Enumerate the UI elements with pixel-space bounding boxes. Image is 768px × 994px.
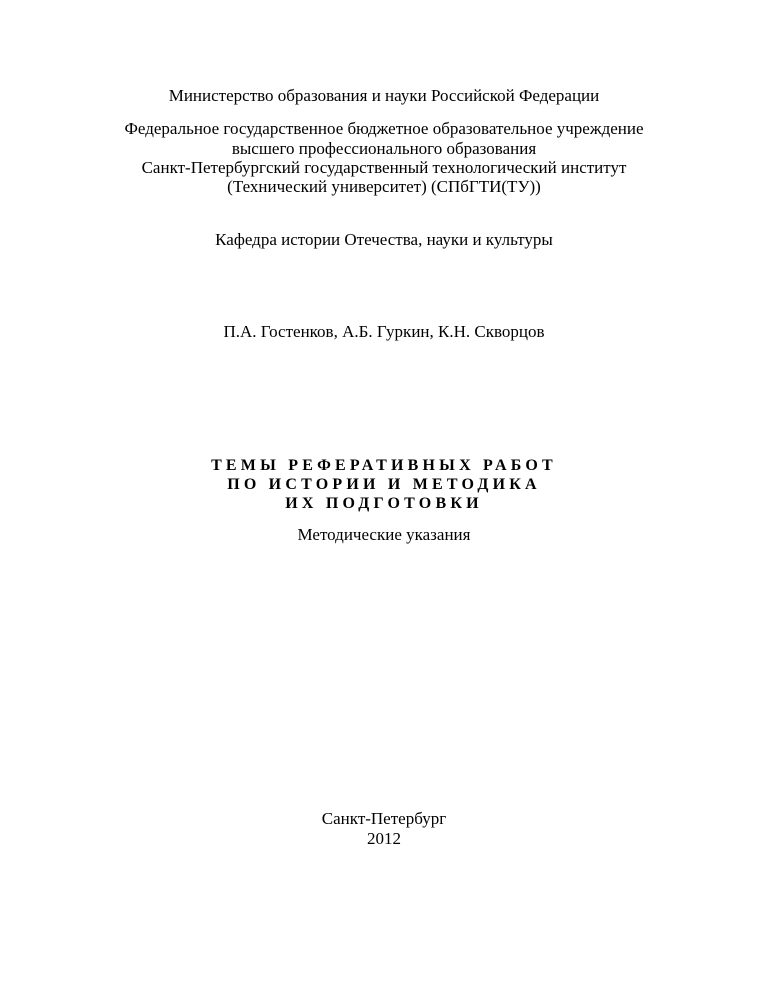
authors: П.А. Гостенков, А.Б. Гуркин, К.Н. Скворцов [223,322,545,341]
institution-line-4: (Технический университет) (СПбГТИ(ТУ)) [227,177,541,196]
institution-line-3: Санкт-Петербургский государственный технологический институт [141,158,627,177]
publication-year: 2012 [367,829,401,848]
institution-line-2: высшего профессионального образования [231,139,537,158]
document-title-line-1: ТЕМЫ РЕФЕРАТИВНЫХ РАБОТ [211,457,557,474]
document-title-line-2: ПО ИСТОРИИ И МЕТОДИКА [227,476,541,493]
department-name: Кафедра истории Отечества, науки и культуры [215,230,553,249]
institution-line-1: Федеральное государственное бюджетное образовательное учреждение [124,119,644,138]
ministry-name: Министерство образования и науки Российской Федерации [168,86,600,105]
document-subtitle: Методические указания [297,525,471,544]
publication-city: Санкт-Петербург [321,809,447,828]
document-title-line-3: ИХ ПОДГОТОВКИ [285,495,483,512]
